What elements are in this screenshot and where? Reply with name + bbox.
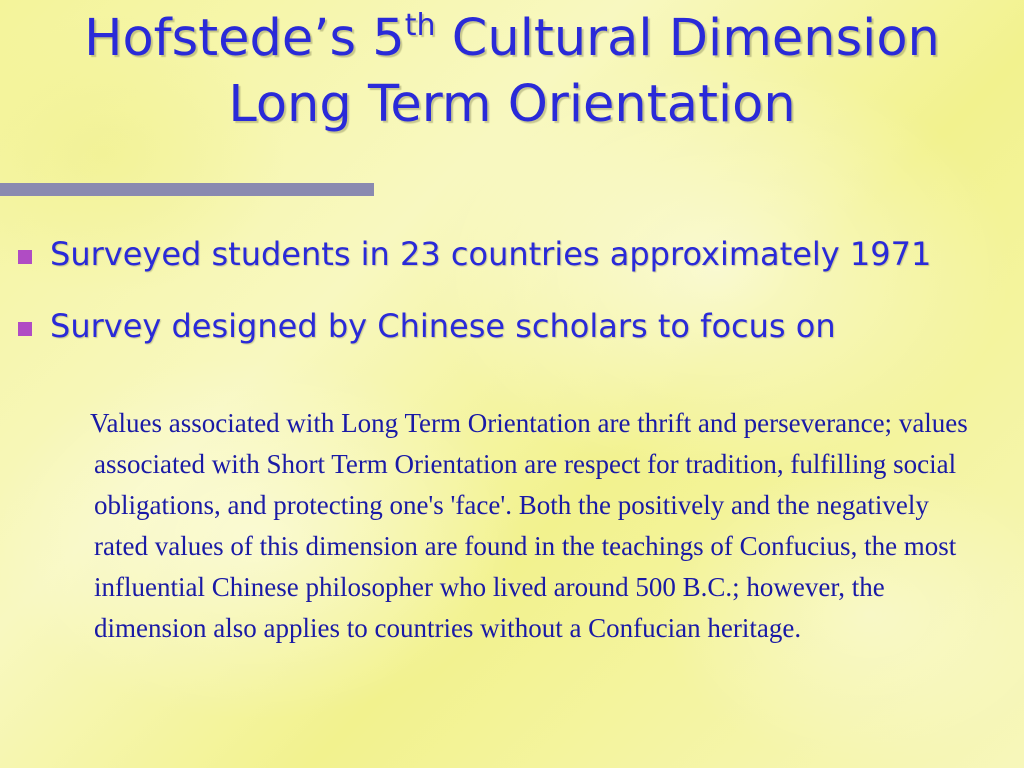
bullet-item xyxy=(12,304,1002,349)
square-bullet-icon xyxy=(18,322,32,336)
definition-paragraph: Values associated with Long Term Orientation are thrift and perseverance; values associated with Short Term Orientation are respect for tradition, fulfilling social obligations, and protecting one's 'face'. Both the positively and the negatively rated values of this dimension are found in the teachings of Confucius, the most influential Chinese philosopher who lived around 500 B.C.; however, the dimension also applies to countries without a Confucian heritage. xyxy=(90,408,968,643)
bullet-item xyxy=(12,232,1002,277)
slide-title xyxy=(0,6,1024,138)
bullet-list xyxy=(12,232,1002,349)
title-line1-suffix: Cultural Dimension xyxy=(435,9,940,68)
bullet-text: Survey designed by Chinese scholars to focus on xyxy=(50,307,836,345)
title-line1-prefix: Hofstede’s 5 xyxy=(84,9,405,68)
title-line2: Long Term Orientation xyxy=(228,75,796,134)
title-superscript: th xyxy=(404,8,436,43)
bullet-text: Surveyed students in 23 countries approximately 1971 xyxy=(50,235,932,273)
title-divider xyxy=(0,183,374,196)
square-bullet-icon xyxy=(18,250,32,264)
